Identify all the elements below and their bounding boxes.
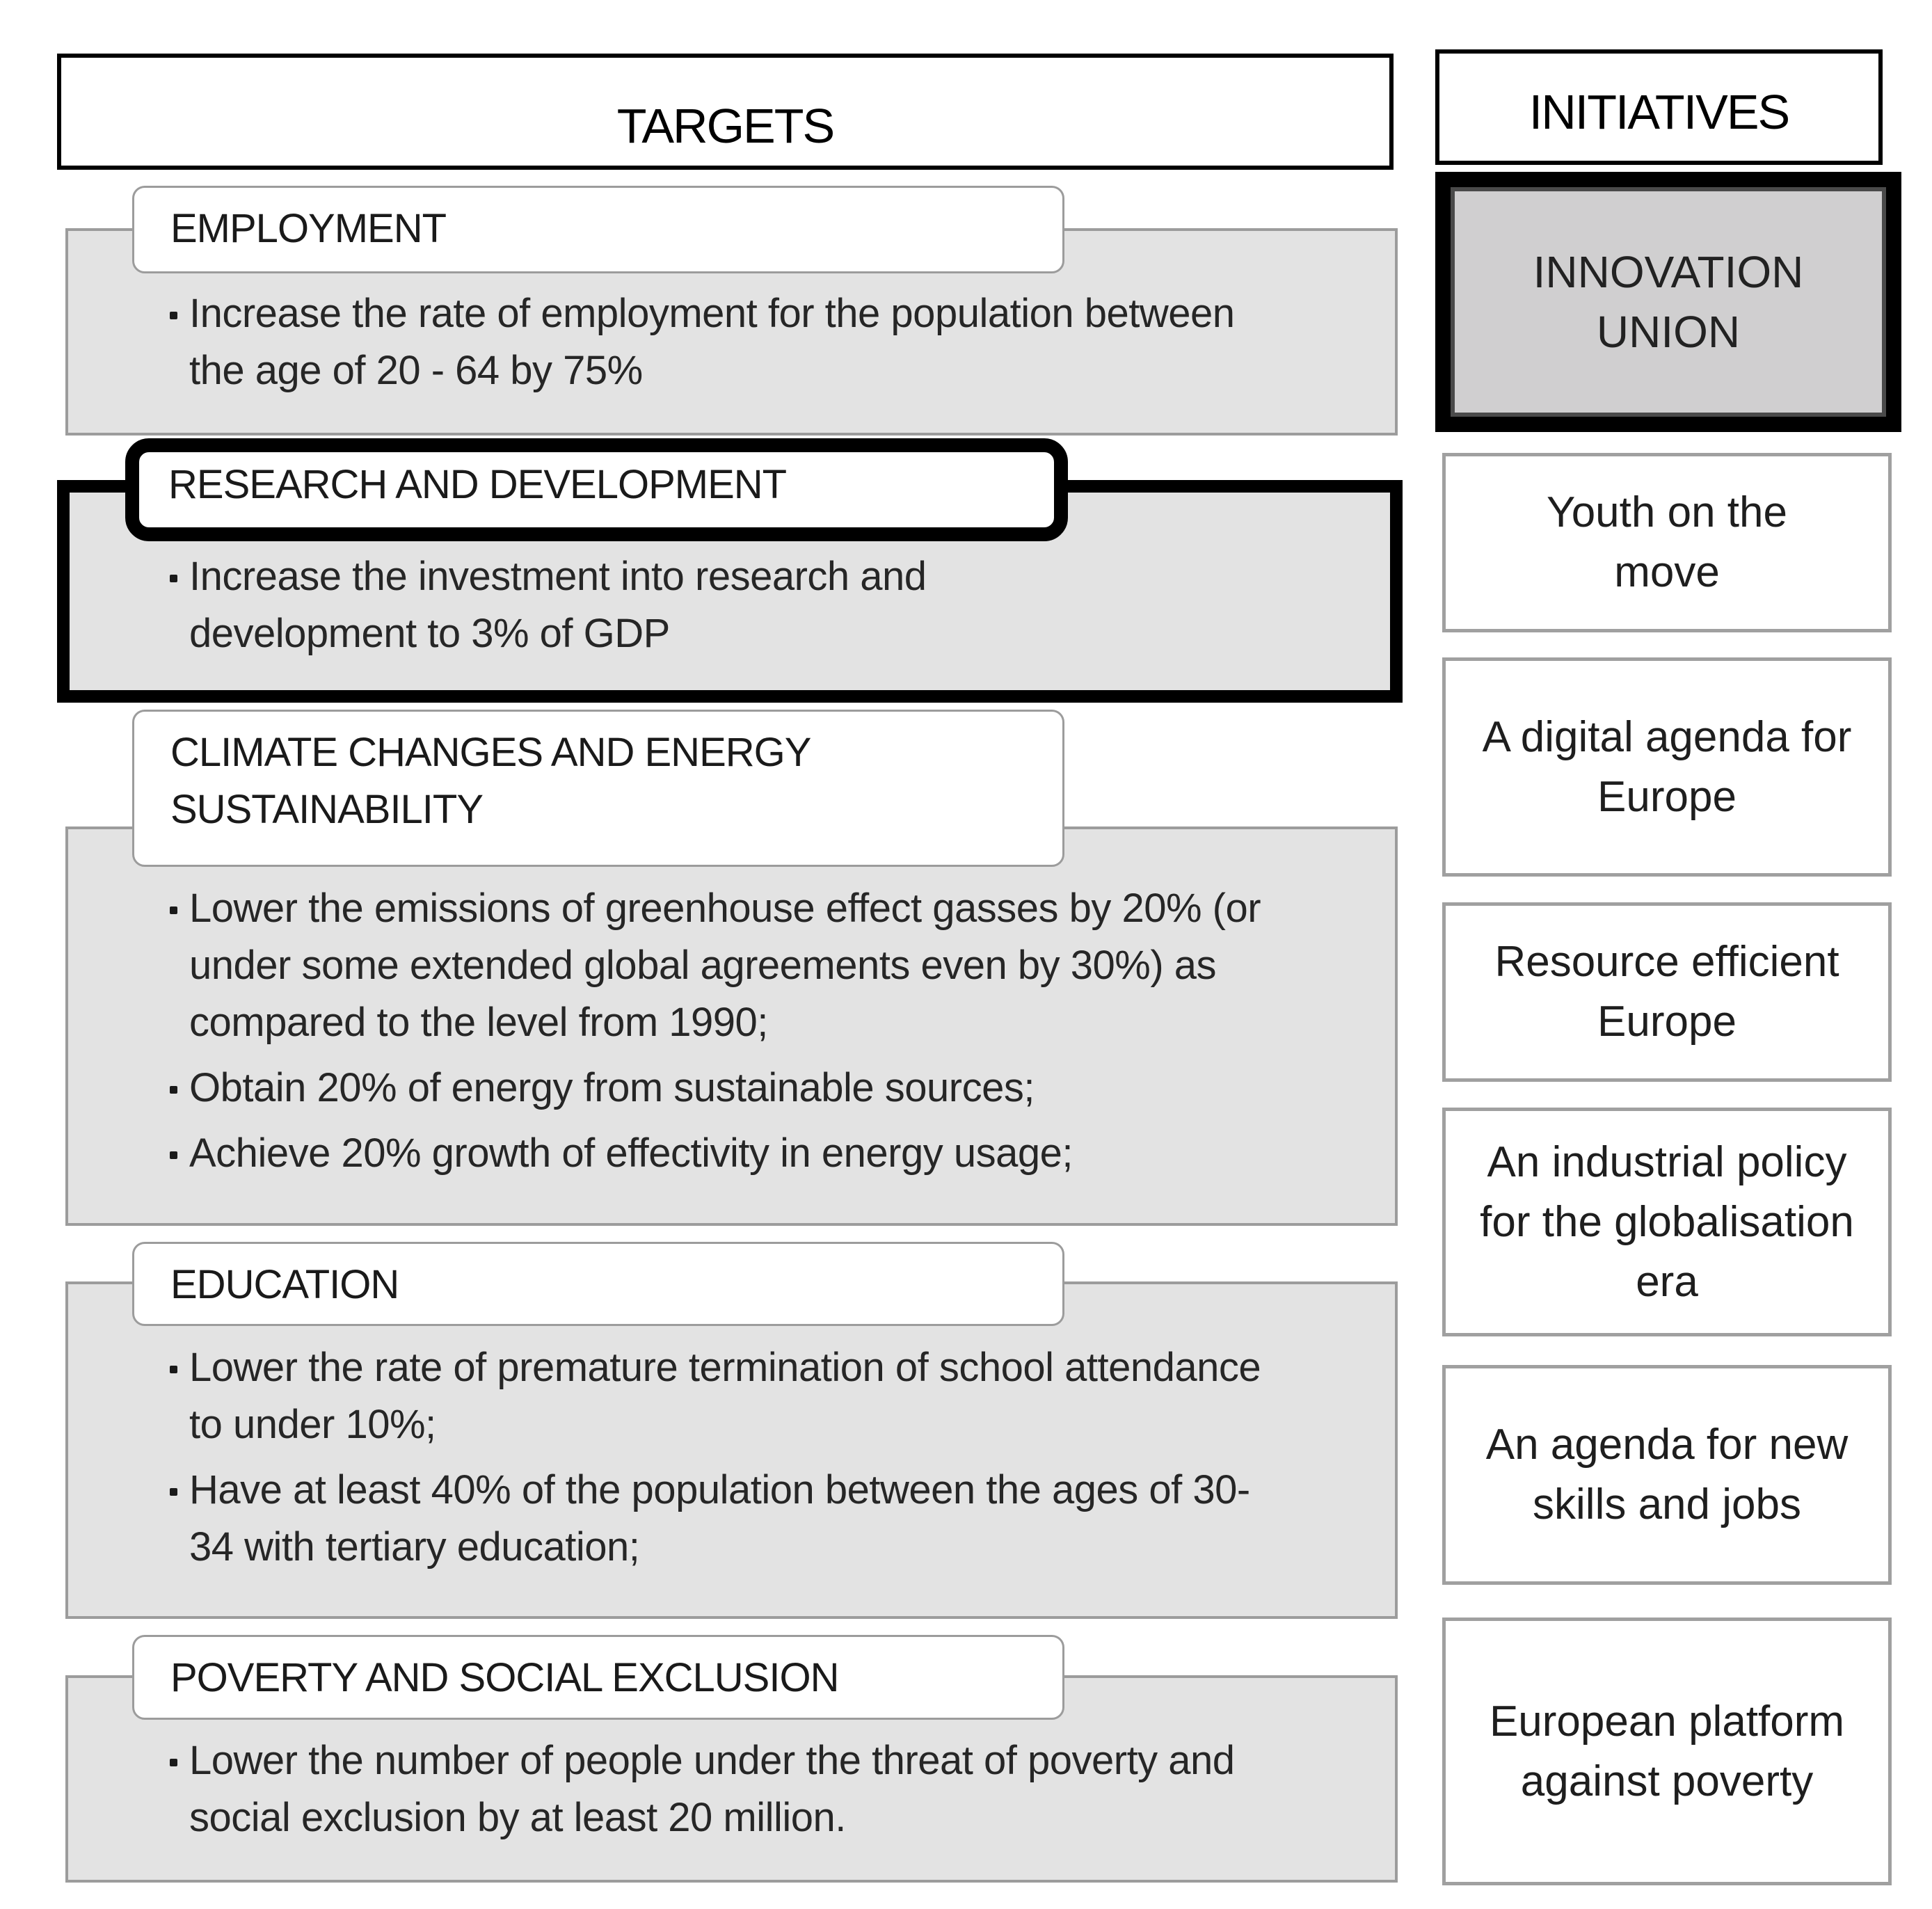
target-bullets-employment [167, 285, 1294, 408]
initiative-youth-on-the-move [1442, 453, 1892, 632]
initiative-label: INNOVATION UNION [1533, 247, 1804, 357]
initiative-new-skills-and-jobs [1442, 1365, 1892, 1585]
initiative-label: An agenda for new skills and jobs [1485, 1421, 1849, 1528]
target-title: POVERTY AND SOCIAL EXCLUSION [170, 1655, 839, 1700]
target-title: EMPLOYMENT [170, 206, 447, 251]
initiative-resource-efficient-europe [1442, 902, 1892, 1082]
target-bullets-poverty [167, 1732, 1266, 1855]
initiative-industrial-policy [1442, 1108, 1892, 1336]
target-bullets-research-development [167, 548, 1141, 671]
initiative-label: A digital agenda for Europe [1482, 712, 1852, 821]
target-bullet: Increase the investment into research and development to 3% of GDP [167, 548, 1141, 662]
target-bullets-climate [167, 880, 1308, 1190]
initiatives-header [1435, 49, 1883, 165]
target-bullet: Have at least 40% of the population between the ages of 30-34 with tertiary education; [167, 1462, 1280, 1576]
target-bullet: Achieve 20% growth of effectivity in energy usage; [167, 1125, 1308, 1182]
target-label-education [132, 1242, 1064, 1326]
target-bullet: Lower the rate of premature termination of school attendance to under 10%; [167, 1339, 1280, 1453]
target-bullet: Increase the rate of employment for the population between the age of 20 - 64 by 75% [167, 285, 1294, 399]
target-label-poverty [132, 1635, 1064, 1720]
target-label-research-development [125, 438, 1068, 541]
initiative-platform-against-poverty [1442, 1618, 1892, 1885]
target-title: CLIMATE CHANGES AND ENERGY SUSTAINABILITY [170, 730, 811, 832]
target-title: RESEARCH AND DEVELOPMENT [168, 462, 787, 507]
target-bullets-education [167, 1339, 1280, 1584]
targets-header-label: TARGETS [616, 98, 834, 153]
target-bullet: Obtain 20% of energy from sustainable sources; [167, 1060, 1308, 1117]
targets-header [57, 54, 1394, 170]
target-bullet: Lower the number of people under the threat of poverty and social exclusion by at least 20 million. [167, 1732, 1266, 1846]
initiative-label: Resource efficient Europe [1494, 938, 1839, 1046]
initiatives-header-label: INITIATIVES [1528, 85, 1789, 139]
target-title: EDUCATION [170, 1262, 399, 1307]
initiative-innovation-union [1435, 172, 1901, 432]
initiative-digital-agenda [1442, 657, 1892, 877]
initiative-label: Youth on the move [1547, 488, 1787, 596]
initiative-label: European platform against poverty [1489, 1697, 1845, 1805]
initiative-label: An industrial policy for the globalisation era [1480, 1137, 1854, 1306]
target-label-climate [132, 710, 1064, 867]
target-label-employment [132, 186, 1064, 273]
target-bullet: Lower the emissions of greenhouse effect gasses by 20% (or under some extended global agreements even by 30%) as compared to the level from 1990; [167, 880, 1308, 1051]
